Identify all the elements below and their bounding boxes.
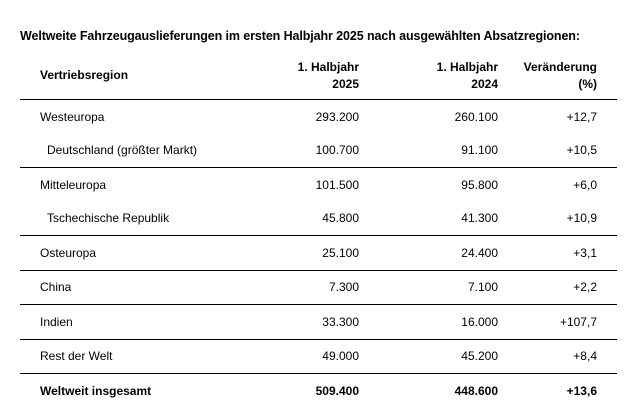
table-row-total bbox=[20, 374, 617, 408]
value-2024-cell: 24.400 bbox=[365, 236, 505, 271]
header-change-line1: Veränderung bbox=[523, 59, 597, 74]
header-h1-2025-line2: 2025 bbox=[332, 76, 359, 91]
region-cell: Tschechische Republik bbox=[20, 202, 245, 236]
region-cell: Osteuropa bbox=[20, 236, 245, 271]
total-region-cell: Weltweit insgesamt bbox=[20, 374, 245, 408]
region-cell: Deutschland (größter Markt) bbox=[20, 134, 245, 168]
change-cell: +8,4 bbox=[573, 349, 597, 364]
header-change-line2: (%) bbox=[578, 76, 597, 91]
value-2024-cell: 260.100 bbox=[454, 109, 498, 124]
header-h1-2024-line2: 2024 bbox=[471, 76, 498, 91]
region-cell: China bbox=[20, 270, 245, 305]
value-2025-cell: 7.300 bbox=[245, 270, 365, 305]
header-h1-2024 bbox=[365, 52, 505, 100]
header-h1-2025 bbox=[245, 52, 365, 100]
table-header-row bbox=[20, 52, 617, 100]
table-caption: Weltweite Fahrzeugauslieferungen im ersten Halbjahr 2025 nach ausgewählten Absatzregionen: bbox=[20, 29, 580, 43]
table-row-westeuropa bbox=[20, 100, 617, 134]
value-2024-cell: 95.800 bbox=[461, 177, 498, 192]
value-2025-cell: 25.100 bbox=[245, 236, 365, 271]
value-2025-cell: 45.800 bbox=[245, 202, 365, 236]
table-row-mitteleuropa bbox=[20, 168, 617, 202]
region-cell: Indien bbox=[20, 305, 245, 340]
table-row-osteuropa bbox=[20, 236, 617, 271]
change-cell: +2,2 bbox=[505, 270, 617, 305]
header-region: Vertriebsregion bbox=[20, 52, 245, 100]
value-2024-cell: 41.300 bbox=[365, 202, 505, 236]
value-2025-cell: 101.500 bbox=[315, 177, 359, 192]
change-cell: +3,1 bbox=[505, 236, 617, 271]
region-cell: Westeuropa bbox=[40, 109, 105, 124]
deliveries-table bbox=[20, 52, 617, 408]
value-2024-cell: 16.000 bbox=[365, 305, 505, 340]
value-2024-cell: 7.100 bbox=[365, 270, 505, 305]
total-change-cell: +13,6 bbox=[505, 374, 617, 408]
change-cell: +12,7 bbox=[566, 109, 597, 124]
header-change bbox=[505, 52, 617, 100]
header-h1-2025-line1: 1. Halbjahr bbox=[297, 59, 359, 74]
value-2024-cell: 45.200 bbox=[461, 349, 498, 364]
value-2025-cell: 49.000 bbox=[322, 349, 359, 364]
value-2025-cell: 100.700 bbox=[245, 134, 365, 168]
change-cell: +107,7 bbox=[505, 305, 617, 340]
table-row-deutschland bbox=[20, 134, 617, 168]
value-2024-cell: 91.100 bbox=[365, 134, 505, 168]
region-cell: Mitteleuropa bbox=[40, 177, 107, 192]
value-2025-cell: 293.200 bbox=[315, 109, 359, 124]
change-cell: +6,0 bbox=[573, 177, 597, 192]
region-cell: Rest der Welt bbox=[40, 349, 113, 364]
change-cell: +10,9 bbox=[505, 202, 617, 236]
header-h1-2024-line1: 1. Halbjahr bbox=[436, 59, 498, 74]
table-row-indien bbox=[20, 305, 617, 340]
value-2025-cell: 33.300 bbox=[245, 305, 365, 340]
change-cell: +10,5 bbox=[505, 134, 617, 168]
total-2025-cell: 509.400 bbox=[245, 374, 365, 408]
total-2024-cell: 448.600 bbox=[365, 374, 505, 408]
table-row-china bbox=[20, 270, 617, 305]
table-row-tschechien bbox=[20, 202, 617, 236]
table-row-rest-der-welt bbox=[20, 339, 617, 374]
